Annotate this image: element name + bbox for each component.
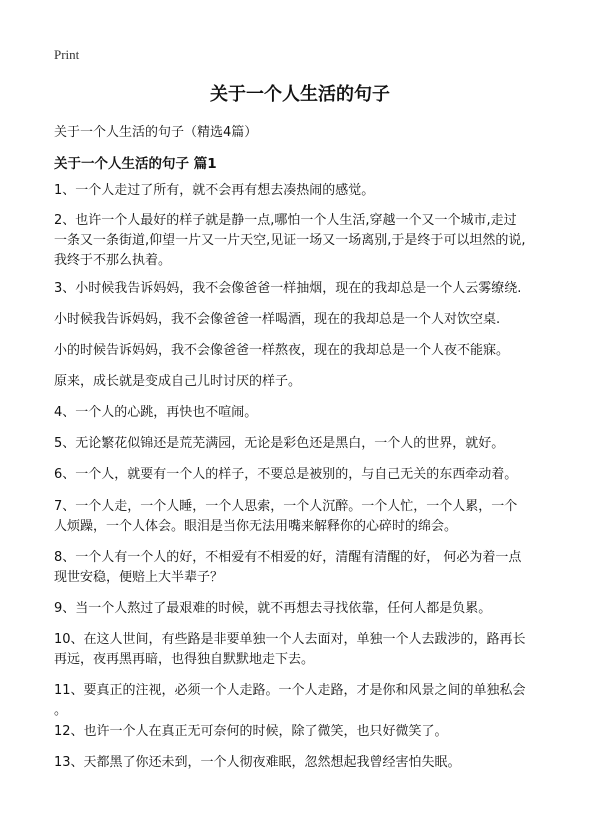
paragraph-line: 11、要真正的注视，必须一个人走路。一个人走路，才是你和风景之间的单独私会 [54, 683, 526, 698]
document-subtitle: 关于一个人生活的句子（精选4篇） [54, 125, 258, 140]
paragraph-line: 1、一个人走过了所有，就不会再有想去凑热闹的感觉。 [54, 183, 375, 198]
paragraph-line: 小时候我告诉妈妈，我不会像爸爸一样喝酒，现在的我却总是一个人对饮空桌. [54, 312, 501, 327]
paragraph-line: 小的时候告诉妈妈，我不会像爸爸一样熬夜，现在的我却总是一个人夜不能寐。 [54, 343, 510, 358]
paragraph [54, 497, 554, 537]
section-heading: 关于一个人生活的句子 篇1 [54, 156, 217, 172]
paragraph-line: 12、也许一个人在真正无可奈何的时候，除了微笑，也只好微笑了。 [54, 724, 448, 739]
page-title: 关于一个人生活的句子 [210, 84, 390, 105]
paragraph [54, 753, 554, 773]
paragraph-line: 8、一个人有一个人的好，不相爱有不相爱的好，清醒有清醒的好， 何必为着一点 [54, 550, 522, 565]
paragraph-line: 4、一个人的心跳，再快也不喧闹。 [54, 405, 258, 420]
paragraph [54, 181, 554, 201]
paragraph-line: 人烦躁，一个人体会。眼泪是当你无法用嘴来解释你的心碎时的绵会。 [54, 519, 458, 534]
paragraph [54, 372, 554, 392]
paragraph-line: 6、一个人，就要有一个人的样子，不要总是被别的，与自己无关的东西牵动着。 [54, 467, 518, 482]
paragraph [54, 341, 554, 361]
paragraph-line: 3、小时候我告诉妈妈，我不会像爸爸一样抽烟，现在的我却总是一个人云雾缭绕. [54, 281, 522, 296]
paragraph [54, 310, 554, 330]
paragraph-line: 现世安稳，便赔上大半辈子？ [54, 570, 224, 585]
paragraph-line: 13、天都黑了你还未到，一个人彻夜难眠，忽然想起我曾经害怕失眠。 [54, 755, 461, 770]
paragraph [54, 722, 554, 742]
paragraph [54, 630, 554, 670]
paragraph [54, 211, 554, 271]
paragraph [54, 548, 554, 588]
paragraph [54, 403, 554, 423]
paragraph-line: 。 [54, 703, 68, 718]
paragraph-line: 10、在这人世间，有些路是非要单独一个人去面对，单独一个人去跋涉的，路再长 [54, 632, 526, 647]
paragraph [54, 599, 554, 619]
paragraph-line: 2、也许一个人最好的样子就是静一点,哪怕一个人生活,穿越一个又一个城市,走过 [54, 213, 517, 228]
paragraph-line: 我终于不那么执着。 [54, 253, 172, 268]
paragraph [54, 681, 554, 721]
print-link[interactable]: Print [54, 47, 80, 62]
paragraph [54, 465, 554, 485]
paragraph [54, 434, 554, 454]
paragraph-line: 5、无论繁花似锦还是荒芜满园，无论是彩色还是黑白，一个人的世界，就好。 [54, 436, 505, 451]
paragraph-line: 再远，夜再黑再暗，也得独自默默地走下去。 [54, 652, 315, 667]
paragraph-line: 原来，成长就是变成自己儿时讨厌的样子。 [54, 374, 302, 389]
paragraph-line: 9、当一个人熬过了最艰难的时候，就不再想去寻找依靠，任何人都是负累。 [54, 601, 492, 616]
paragraph [54, 279, 554, 299]
paragraph-line: 一条又一条街道,仰望一片又一片天空,见证一场又一场离别,于是终于可以坦然的说, [54, 233, 526, 248]
paragraph-line: 7、一个人走，一个人睡，一个人思索，一个人沉醉。一个人忙，一个人累，一个 [54, 499, 518, 514]
